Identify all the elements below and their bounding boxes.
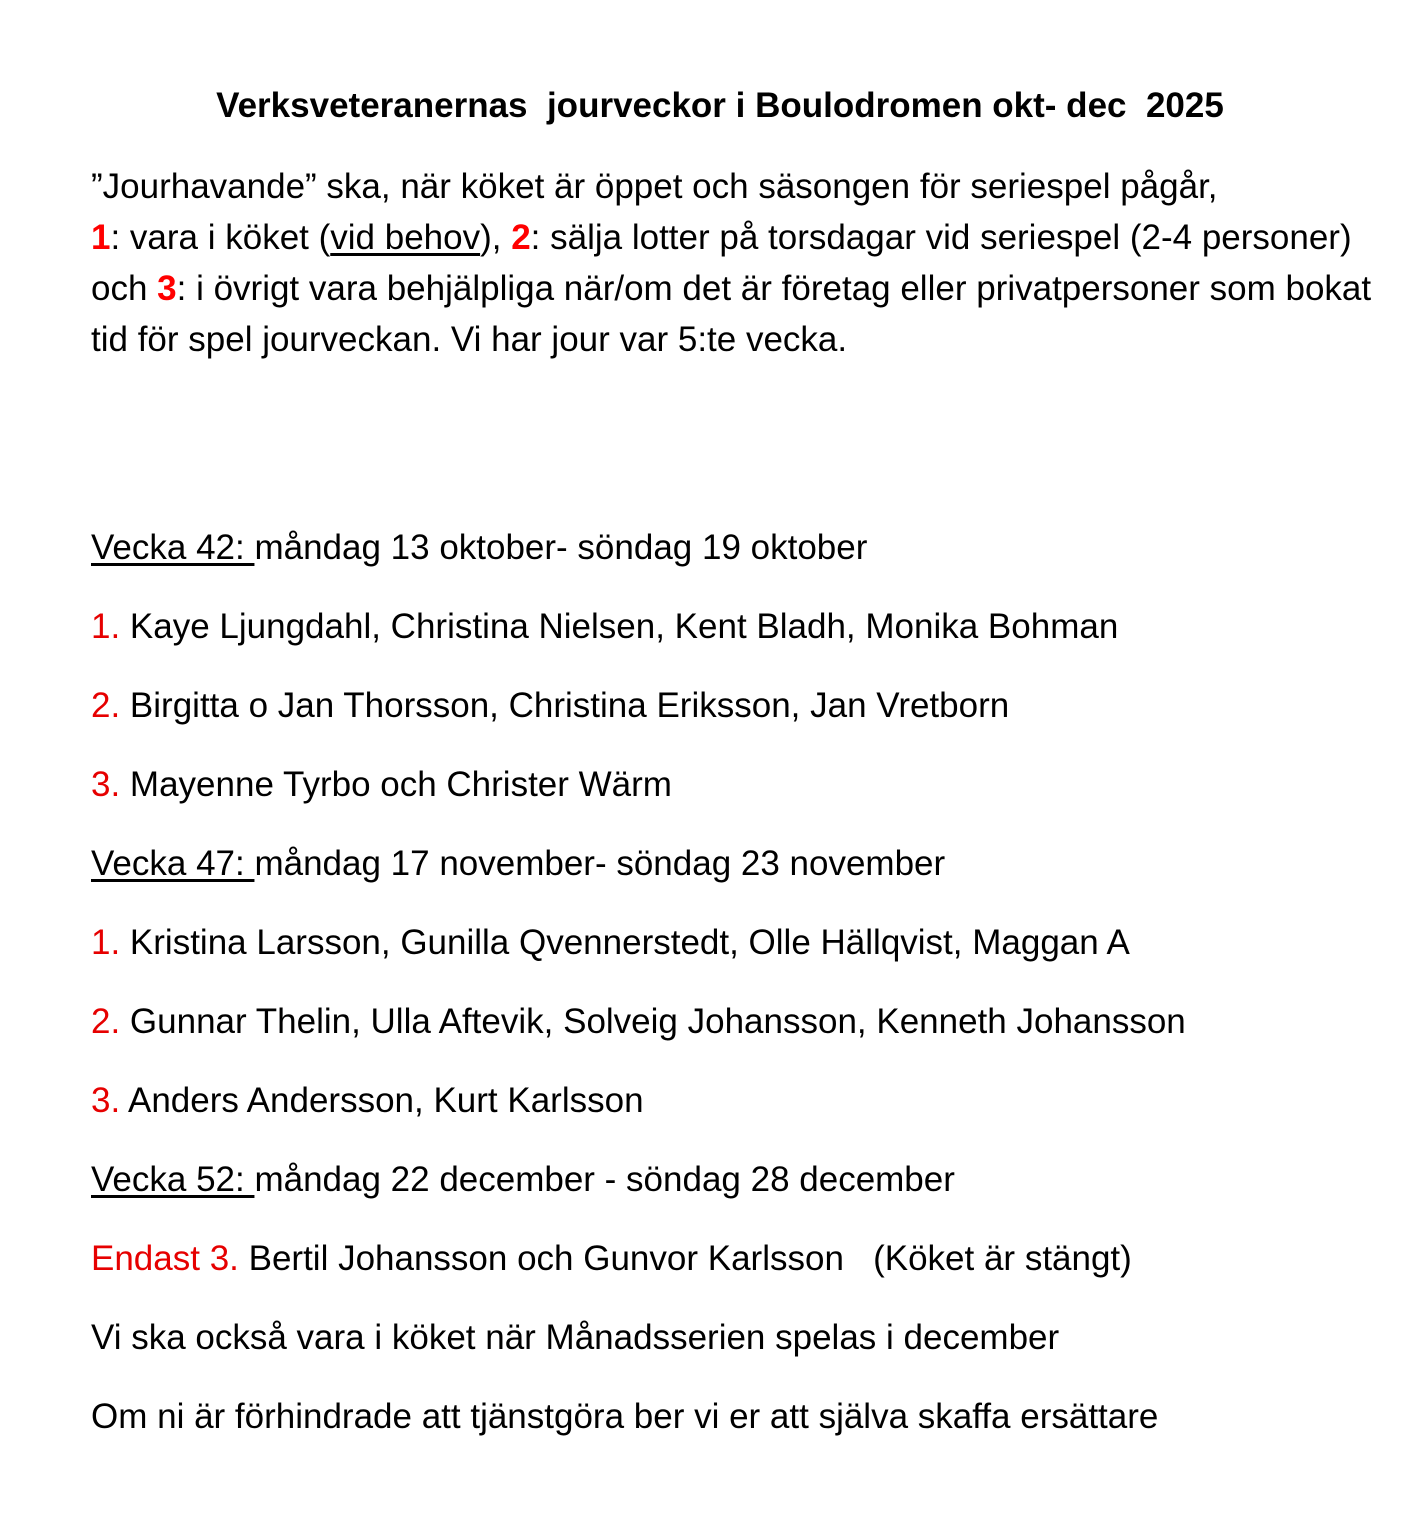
item-names: Mayenne Tyrbo och Christer Wärm <box>129 765 672 804</box>
list-item <box>91 763 672 807</box>
item-number: Endast 3. <box>91 1239 249 1278</box>
vid-behov-underlined: vid behov <box>330 218 481 257</box>
item-number-1: 1 <box>91 218 111 257</box>
intro-text-4: : sälja lotter på torsdagar vid seriespel (2-4 personer) och <box>91 218 1352 308</box>
item-names: Bertil Johansson och Gunvor Karlsson (Köket är stängt) <box>248 1239 1132 1278</box>
item-number-3: 3 <box>157 269 177 308</box>
document-title: Verksveteranernas jourveckor i Boulodromen okt- dec 2025 <box>216 86 1224 125</box>
item-number-2: 2 <box>511 218 531 257</box>
week-dates: måndag 13 oktober- söndag 19 oktober <box>254 528 868 567</box>
list-item <box>91 605 1118 649</box>
intro-text-5: : i övrigt vara behjälpliga när/om det är företag eller privatpersoner som bokat tid för spel jourveckan. Vi har jour var 5:te vecka. <box>91 269 1372 359</box>
item-names: Kristina Larsson, Gunilla Qvennerstedt, Olle Hällqvist, Maggan A <box>129 923 1130 962</box>
week-label: Vecka 42: <box>91 528 255 567</box>
week-heading <box>91 842 945 886</box>
list-item <box>91 1079 644 1123</box>
list-item <box>91 1237 1132 1281</box>
week-dates: måndag 22 december - söndag 28 december <box>254 1160 955 1199</box>
week-label: Vecka 47: <box>91 844 255 883</box>
item-number: 1. <box>91 607 130 646</box>
item-names: Birgitta o Jan Thorsson, Christina Eriksson, Jan Vretborn <box>129 686 1010 725</box>
item-number: 2. <box>91 686 130 725</box>
item-number: 2. <box>91 1002 130 1041</box>
item-names: Anders Andersson, Kurt Karlsson <box>127 1081 644 1120</box>
list-item <box>91 684 1009 728</box>
intro-paragraph <box>91 161 1391 365</box>
list-item <box>91 921 1130 965</box>
footer-note: Om ni är förhindrade att tjänstgöra ber vi er att själva skaffa ersättare <box>91 1397 1159 1436</box>
week-heading <box>91 526 867 570</box>
item-number: 1. <box>91 923 130 962</box>
week-heading <box>91 1158 955 1202</box>
item-number: 3. <box>91 765 130 804</box>
footer-note: Vi ska också vara i köket när Månadsserien spelas i december <box>91 1318 1060 1357</box>
item-number: 3. <box>91 1081 128 1120</box>
intro-text-2: : vara i köket ( <box>110 218 331 257</box>
item-names: Kaye Ljungdahl, Christina Nielsen, Kent Bladh, Monika Bohman <box>129 607 1119 646</box>
list-item <box>91 1000 1186 1044</box>
intro-text-3: ), <box>480 218 512 257</box>
week-dates: måndag 17 november- söndag 23 november <box>254 844 946 883</box>
item-names: Gunnar Thelin, Ulla Aftevik, Solveig Johansson, Kenneth Johansson <box>129 1002 1186 1041</box>
week-label: Vecka 52: <box>91 1160 255 1199</box>
intro-text-1: ”Jourhavande” ska, när köket är öppet och säsongen för seriespel pågår, <box>91 167 1218 206</box>
